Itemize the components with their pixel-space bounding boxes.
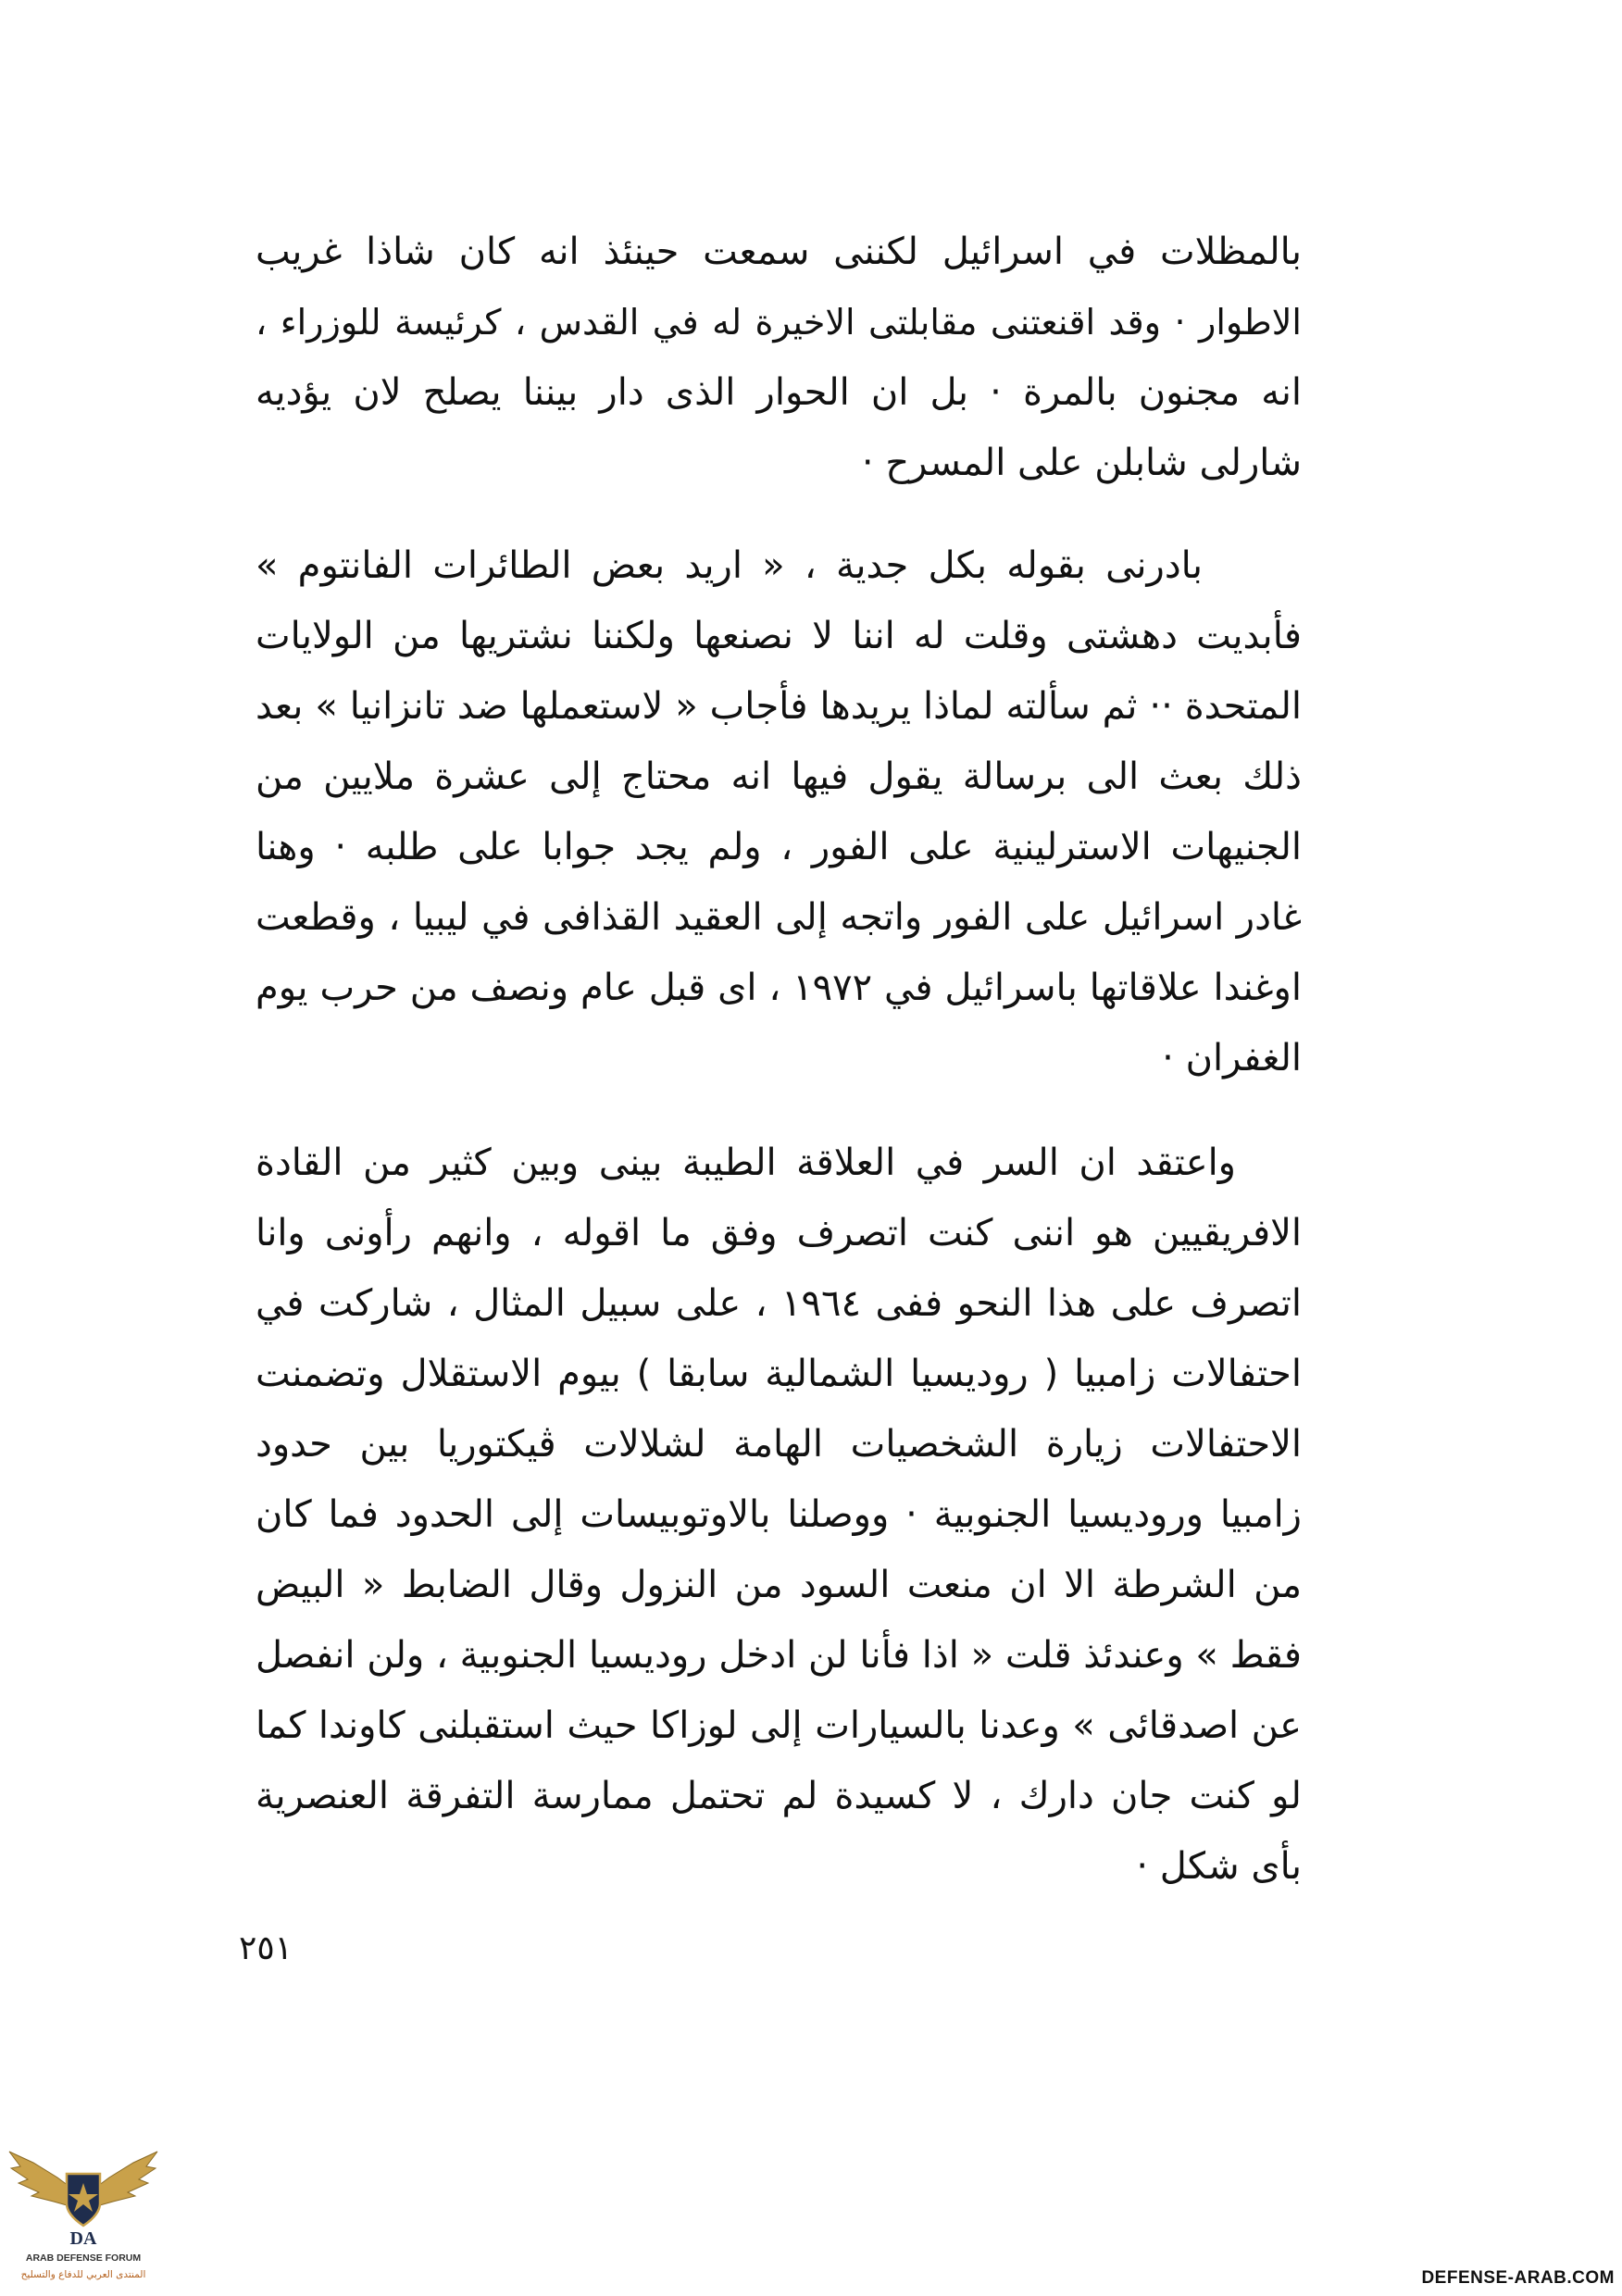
text-line: غادر اسرائيل على الفور واتجه إلى العقيد القذافى في ليبيا ، وقطعت (256, 896, 1302, 939)
page-number: ٢٥١ (239, 1929, 293, 1967)
winged-shield-icon (9, 2152, 157, 2226)
text-line: بادرنى بقوله بكل جدية ، « اريد بعض الطائرات الفانتوم » (256, 544, 1203, 587)
text-line: اتصرف على هذا النحو ففى ١٩٦٤ ، على سبيل المثال ، شاركت في (256, 1282, 1302, 1325)
text-line: انه مجنون بالمرة · بل ان الحوار الذى دار بيننا يصلح لان يؤديه (256, 371, 1302, 414)
text-line: بأى شكل · (1136, 1845, 1302, 1888)
text-line: المتحدة ·· ثم سألته لماذا يريدها فأجاب « لاستعملها ضد تانزانيا » بعد (256, 685, 1302, 728)
text-line: بالمظلات في اسرائيل لكننى سمعت حينئذ انه كان شاذا غريب (256, 231, 1302, 273)
logo-letters: DA (69, 2228, 97, 2249)
watermark-logo (0, 2146, 167, 2296)
text-line: ذلك بعث الى برسالة يقول فيها انه محتاج إلى عشرة ملايين من (256, 755, 1302, 798)
text-line: الاحتفالات زيارة الشخصيات الهامة لشلالات ڤيكتوريا بين حدود (256, 1423, 1302, 1466)
text-line: فقط » وعندئذ قلت « اذا فأنا لن ادخل روديسيا الجنوبية ، ولن انفصل (256, 1634, 1302, 1677)
forum-name-ar: المنتدى العربي للدفاع والتسليح (20, 2269, 146, 2280)
text-line: شارلى شابلن على المسرح · (861, 442, 1302, 484)
text-line: احتفالات زامبيا ( روديسيا الشمالية سابقا ) بيوم الاستقلال وتضمنت (256, 1353, 1302, 1395)
text-line: لو كنت جان دارك ، لا كسيدة لم تحتمل ممارسة التفرقة العنصرية (256, 1775, 1302, 1817)
text-line: اوغندا علاقاتها باسرائيل في ١٩٧٢ ، اى قبل عام ونصف من حرب يوم (256, 967, 1302, 1009)
text-line: من الشرطة الا ان منعت السود من النزول وقال الضابط « البيض (256, 1564, 1302, 1606)
text-line: عن اصدقائى » وعدنا بالسيارات إلى لوزاكا حيث استقبلنى كاوندا كما (256, 1704, 1302, 1747)
paragraph (256, 530, 1302, 1093)
text-line: الافريقيين هو اننى كنت اتصرف وفق ما اقوله ، وانهم رأونى وانا (256, 1212, 1302, 1254)
forum-name-en: ARAB DEFENSE FORUM (25, 2252, 142, 2264)
text-line: الجنيهات الاسترلينية على الفور ، ولم يجد جوابا على طلبه · وهنا (256, 826, 1302, 868)
text-line: الغفران · (1162, 1037, 1302, 1079)
text-line: زامبيا وروديسيا الجنوبية · ووصلنا بالاوتوبيسات إلى الحدود فما كان (256, 1493, 1302, 1536)
text-line: فأبديت دهشتى وقلت له اننا لا نصنعها ولكننا نشتريها من الولايات (256, 615, 1302, 657)
paragraph (256, 1128, 1302, 1902)
text-line: واعتقد ان السر في العلاقة الطيبة بينى وبين كثير من القادة (256, 1142, 1236, 1184)
text-line: الاطوار · وقد اقنعتنى مقابلتى الاخيرة له في القدس ، كرئيسة للوزراء ، (256, 302, 1302, 343)
site-url: DEFENSE-ARAB.COM (1421, 2268, 1615, 2288)
paragraph (256, 217, 1302, 498)
